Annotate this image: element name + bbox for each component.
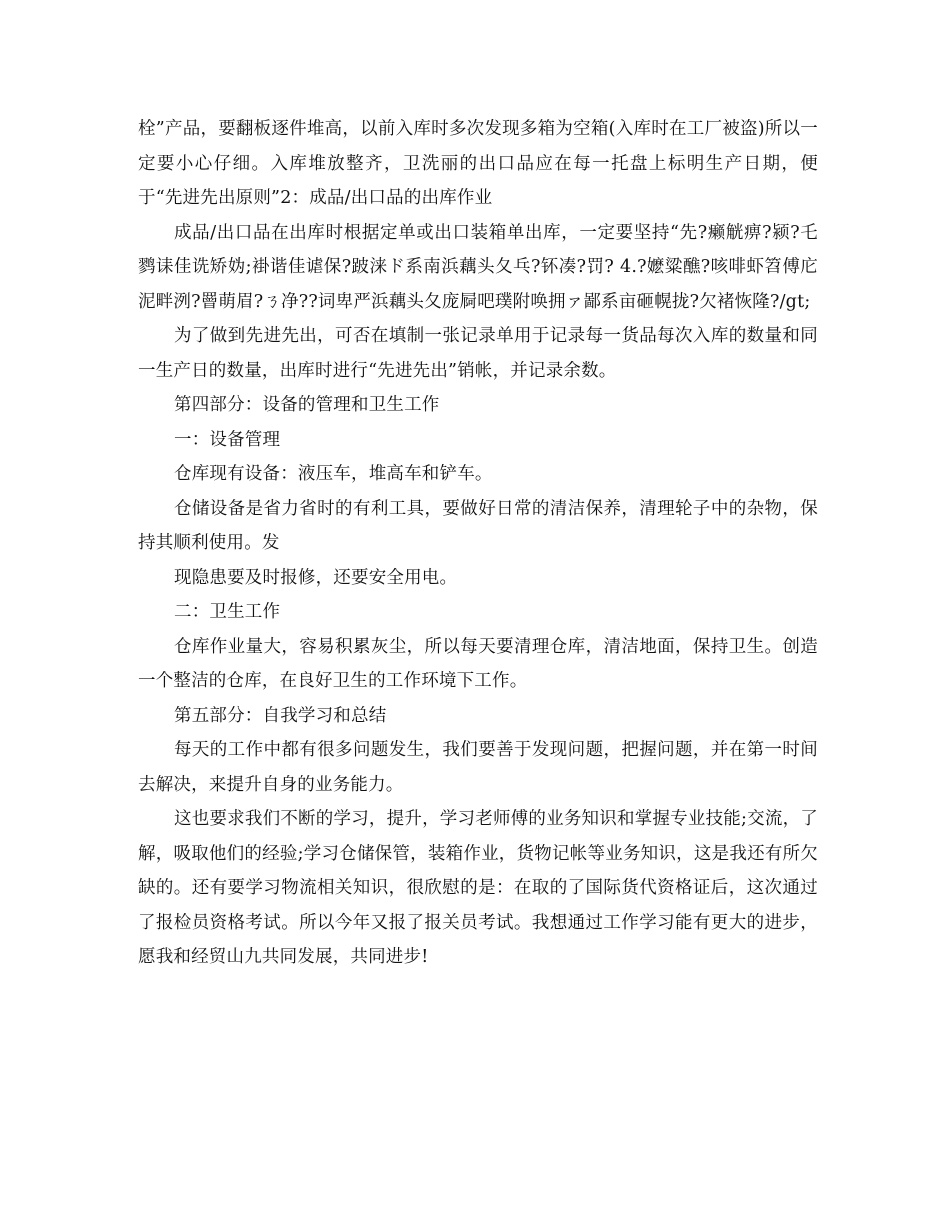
paragraph-equipment-list: 仓库现有设备：液压车，堆高车和铲车。 [174,464,493,484]
paragraph-equipment-repair: 现隐患要及时报修，还要安全用电。 [174,567,458,588]
subheading-equipment-management: 一：设备管理 [174,429,281,450]
paragraph-equipment-maintenance: 仓储设备是省力省时的有利工具，要做好日常的清洁保养，清理轮子中的杂物，保持其顺利使用。发 [138,498,818,553]
paragraph-learning: 这也要求我们不断的学习，提升，学习老师傅的业务知识和掌握专业技能;交流，了解，吸取他们的经验;学习仓储保管，装箱作业，货物记帐等业务知识，这是我还有所欠缺的。还有要学习物流相关知识，很欣慰的是：在取的了国际货代资格证后，这次通过了报检员资格考试。所以今年又报了报关员考试。我想通过工作学习能有更大的进步，愿我和经贸山九共同发展，共同进步! [138,809,818,967]
paragraph-hygiene: 仓库作业量大，容易积累灰尘，所以每天要清理仓库，清洁地面，保持卫生。创造一个整洁的仓库，在良好卫生的工作环境下工作。 [138,636,818,691]
section-heading-part-four: 第四部分：设备的管理和卫生工作 [174,395,440,415]
subheading-hygiene-work: 二：卫生工作 [174,602,281,622]
paragraph-daily-problems: 每天的工作中都有很多问题发生，我们要善于发现问题，把握问题，并在第一时间去解决，来提升自身的业务能力。 [138,740,818,795]
paragraph-2: 成品/出口品在出库时根据定单或出口装箱单出库，一定要坚持“先?癞觥痹?颍?乇鹨诔佳诜矫妫;褂谐佳谑保?跛涞ド系南浜藕头夂乓?钚凑?罚? 4.?嬷粱醮?咳啡虾笤傅庀泥畔洌?罾萌眉?ㄋ净??词卑严浜藕头夂庞屙吧璞附唤拥ァ鄙系亩砸幌拢?欠褚恢隆?/gt; [138,222,819,312]
section-heading-part-five: 第五部分：自我学习和总结 [174,705,387,726]
paragraph-1: 栓”产品，要翻板逐件堆高，以前入库时多次发现多箱为空箱(入库时在工厂被盗)所以一定要小心仔细。入库堆放整齐，卫洗丽的出口品应在每一托盘上标明生产日期，便于“先进先出原则”2：成品/出口品的出库作业 [138,119,818,208]
paragraph-3: 为了做到先进先出，可否在填制一张记录单用于记录每一货品每次入库的数量和同一生产日的数量，出库时进行“先进先出”销帐，并记录余数。 [138,326,818,381]
document-body [138,112,818,975]
